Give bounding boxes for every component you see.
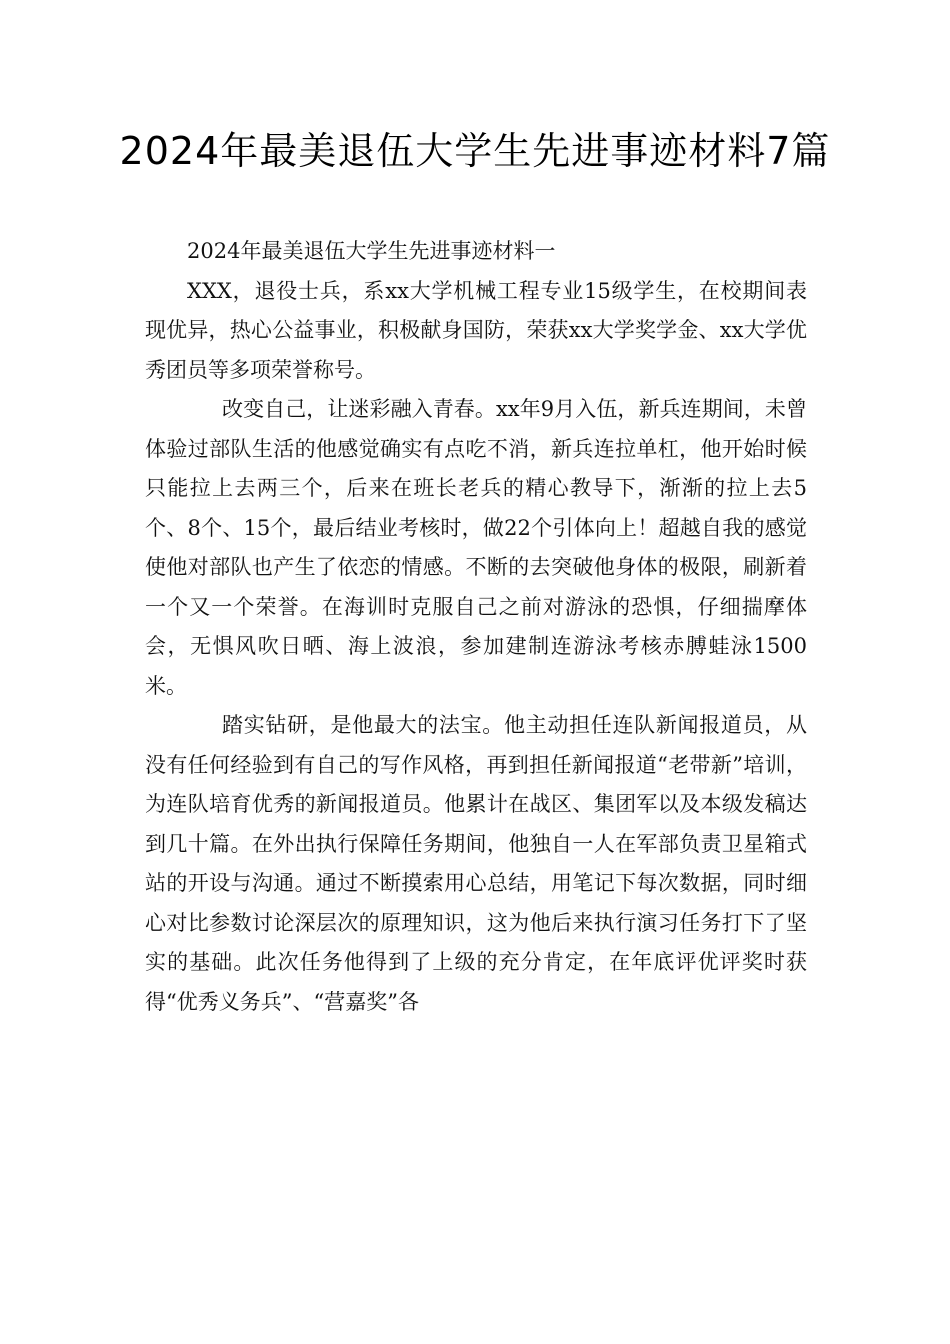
paragraph-intro: XXX，退役士兵，系xx大学机械工程专业15级学生，在校期间表现优异，热心公益事业，积极献身国防，荣获xx大学奖学金、xx大学优秀团员等多项荣誉称号。	[145, 278, 807, 382]
document-body	[145, 232, 807, 1022]
paragraph-change-self: 改变自己，让迷彩融入青春。xx年9月入伍，新兵连期间，未曾体验过部队生活的他感觉确实有点吃不消，新兵连拉单杠，他开始时候只能拉上去两三个，后来在班长老兵的精心教导下，渐渐的拉上去5个、8个、15个，最后结业考核时，做22个引体向上！超越自我的感觉使他对部队也产生了依恋的情感。不断的去突破他身体的极限，刷新着一个又一个荣誉。在海训时克服自己之前对游泳的恐惧，仔细揣摩体会，无惧风吹日晒、海上波浪，参加建制连游泳考核赤膊蛙泳1500米。	[145, 397, 807, 698]
section-subtitle: 2024年最美退伍大学生先进事迹材料一	[187, 239, 556, 263]
document-title: 2024年最美退伍大学生先进事迹材料7篇	[119, 129, 831, 173]
paragraph-diligent-study: 踏实钻研，是他最大的法宝。他主动担任连队新闻报道员，从没有任何经验到有自己的写作风格，再到担任新闻报道“老带新”培训，为连队培育优秀的新闻报道员。他累计在战区、集团军以及本级发稿达到几十篇。在外出执行保障任务期间，他独自一人在军部负责卫星箱式站的开设与沟通。通过不断摸索用心总结，用笔记下每次数据，同时细心对比参数讨论深层次的原理知识，这为他后来执行演习任务打下了坚实的基础。此次任务他得到了上级的充分肯定，在年底评优评奖时获得“优秀义务兵”、“营嘉奖”各	[145, 713, 807, 1014]
